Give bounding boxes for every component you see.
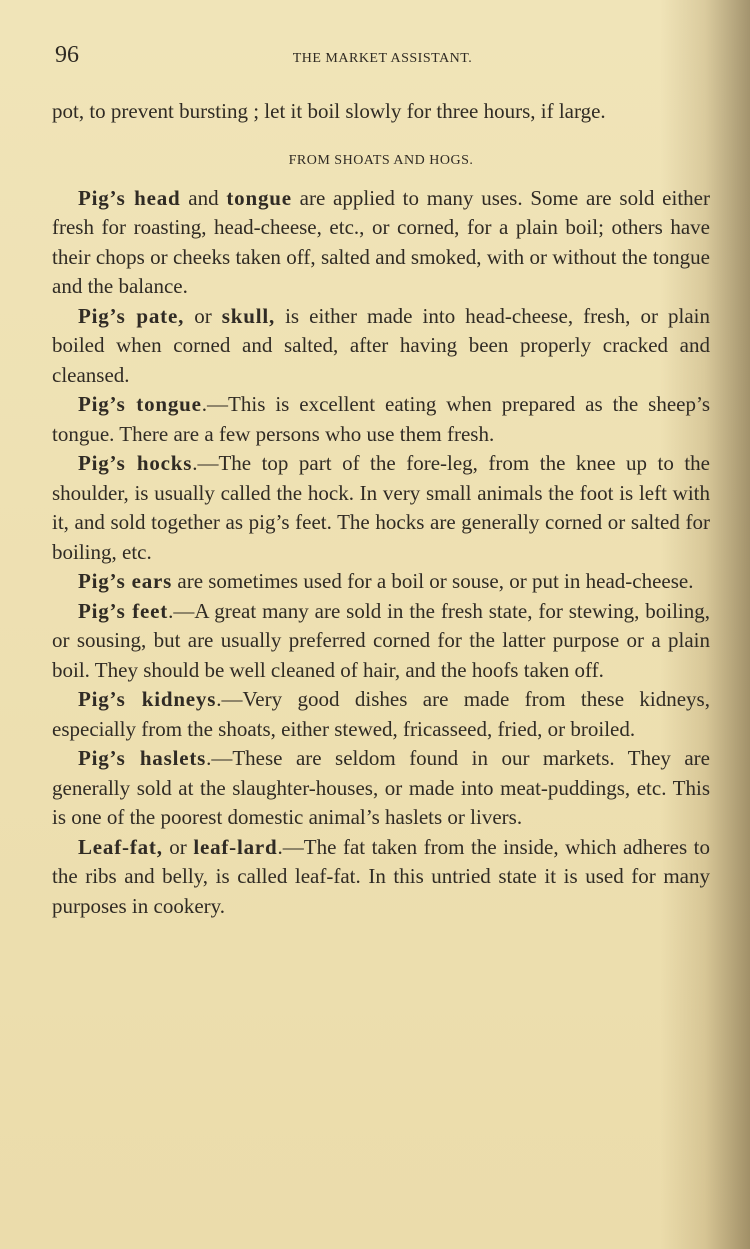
entry-term-secondary: skull, (221, 303, 276, 328)
entry-pigs-tongue (52, 390, 710, 449)
entry-text: .—The top part of the fore-leg, from the knee up to the shoulder, is usually called the hock. In very small animals the foot is left with it, and sold together as pig’s feet. The hocks are generally corned or salted for boiling, etc. (52, 451, 711, 564)
entry-connector: and (180, 185, 227, 210)
entry-term: Pig’s ears (78, 569, 173, 593)
entry-term-secondary: leaf-lard (193, 834, 278, 859)
entry-pigs-pate (52, 302, 710, 391)
page-number: 96 (55, 42, 79, 68)
entry-text: are applied to many uses. Some are sold either fresh for roasting, head-cheese, etc., or corned, for a plain boil; others have their chops or cheeks taken off, salted and smoked, with or without the tongue and the balance. (52, 185, 710, 298)
entry-text: is either made into head-cheese, fresh, or plain boiled when corned and salted, after having been properly cracked and cleansed. (52, 303, 711, 387)
entry-term: Pig’s hocks (78, 451, 193, 475)
entry-pigs-ears (52, 567, 710, 597)
entry-term: Pig’s feet (78, 598, 169, 623)
entry-text: .—This is excellent eating when prepared as the sheep’s tongue. There are a few persons who use them fresh. (52, 392, 710, 446)
page-body (52, 97, 710, 921)
entry-pigs-haslets (52, 744, 710, 833)
entry-term: Pig’s head (78, 185, 181, 210)
entry-leaf-fat (52, 833, 710, 922)
section-heading: FROM SHOATS AND HOGS. (288, 152, 474, 168)
entry-pigs-head (52, 184, 710, 302)
entry-term: Pig’s kidneys (78, 687, 217, 711)
opening-paragraph: pot, to prevent bursting ; let it boil slowly for three hours, if large. (52, 99, 606, 123)
entry-pigs-hocks (52, 449, 710, 567)
entry-term: Pig’s tongue (78, 392, 202, 416)
entry-term: Pig’s pate, (78, 303, 185, 328)
entry-connector: or (162, 834, 194, 859)
entry-text: .—A great many are sold in the fresh state, for stewing, boiling, or sousing, but are usually preferred corned for the latter purpose or a plain boil. They should be well cleaned of hair, and the hoofs taken off. (52, 598, 710, 682)
entry-term: Pig’s haslets (78, 746, 207, 770)
running-head (55, 42, 710, 72)
entry-text: .—The fat taken from the inside, which adheres to the ribs and belly, is called leaf-fat. In this untried state it is used for many purposes in cookery. (52, 834, 710, 918)
entry-text: .—These are seldom found in our markets. They are generally sold at the slaughter-houses, or made into meat-puddings, etc. This is one of the poorest domestic animal’s haslets or livers. (52, 746, 710, 829)
entry-text: are sometimes used for a boil or souse, or put in head-cheese. (172, 569, 694, 593)
entry-connector: or (184, 303, 222, 328)
running-title: THE MARKET ASSISTANT. (292, 51, 473, 66)
entry-text: .—Very good dishes are made from these kidneys, especially from the shoats, either stewed, fricasseed, fried, or broiled. (52, 687, 710, 741)
entry-term-secondary: tongue (226, 185, 292, 210)
entry-pigs-kidneys (52, 685, 710, 744)
entry-term: Leaf-fat, (78, 834, 163, 859)
entry-pigs-feet (52, 597, 710, 686)
